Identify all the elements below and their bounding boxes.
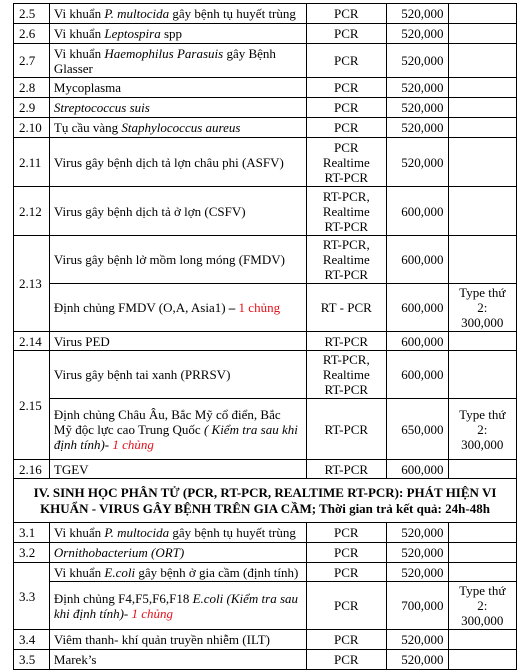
price-cell: 520,000	[386, 563, 448, 582]
row-number: 2.9	[14, 98, 50, 118]
price-cell: 600,000	[386, 187, 448, 236]
test-name: Vi khuẩn P. multocida gây bệnh tụ huyết trùng	[49, 4, 306, 24]
method-cell: PCR	[306, 44, 386, 78]
method-cell: PCR	[306, 563, 386, 582]
table-row	[14, 98, 517, 118]
method-line: RT-PCR,	[322, 352, 370, 367]
price-cell: 600,000	[386, 284, 448, 332]
test-name: Virus gây bệnh lở mồm long móng (FMDV)	[49, 236, 306, 284]
method-line: RT-PCR,	[322, 188, 370, 204]
price-cell: 600,000	[386, 460, 448, 479]
table-row	[14, 118, 517, 138]
row-number: 2.15	[14, 351, 50, 460]
row-number: 2.11	[14, 138, 50, 187]
table-row	[14, 563, 517, 582]
section-title: IV. SINH HỌC PHÂN TỬ (PCR, RT-PCR, REALTIME RT-PCR): PHÁT HIỆN VI KHUẨN - VIRUS GÂY BỆNH TRÊN GIA CẦM; Thời gian trả kết quả: 24h-48h	[14, 479, 517, 523]
price-cell: 520,000	[386, 543, 448, 563]
table-row	[14, 138, 517, 187]
method-cell	[306, 351, 386, 399]
row-number: 3.1	[14, 523, 50, 543]
method-cell: PCR	[306, 523, 386, 543]
table-row	[14, 630, 517, 650]
strain-count: 1 chủng	[238, 300, 281, 315]
method-cell: PCR	[306, 98, 386, 118]
test-name: Virus PED	[49, 332, 306, 351]
test-name: Virus gây bệnh dịch tả ở lợn (CSFV)	[49, 187, 306, 236]
type-price-cell: Type thứ 2: 300,000	[448, 399, 516, 460]
method-cell: PCR	[306, 118, 386, 138]
price-cell: 520,000	[386, 24, 448, 44]
row-number: 3.5	[14, 650, 50, 670]
table-row	[14, 582, 517, 630]
table-row	[14, 4, 517, 24]
table-row	[14, 523, 517, 543]
test-name: Vi khuẩn E.coli gây bệnh ở gia cầm (định tính)	[49, 563, 306, 582]
method-line: PCR	[334, 139, 359, 155]
method-line: Realtime	[322, 154, 370, 170]
method-cell: PCR	[306, 4, 386, 24]
row-number: 2.5	[14, 4, 50, 24]
price-cell: 700,000	[386, 582, 448, 630]
type-price-cell: Type thứ 2: 300,000	[448, 284, 516, 332]
method-cell	[306, 187, 386, 236]
test-name: Vi khuẩn P. multocida gây bệnh tụ huyết trùng	[49, 523, 306, 543]
method-line: Realtime	[322, 203, 370, 219]
section-header-row	[14, 479, 517, 523]
table-row	[14, 351, 517, 399]
method-cell: RT-PCR	[306, 460, 386, 479]
test-name: Định chủng FMDV (O,A, Asia1) – 1 chủng	[49, 284, 306, 332]
test-name: Mycoplasma	[49, 78, 306, 98]
table-row	[14, 284, 517, 332]
price-cell: 520,000	[386, 138, 448, 187]
method-line: RT-PCR,	[322, 237, 370, 252]
test-name: Virus gây bệnh tai xanh (PRRSV)	[49, 351, 306, 399]
test-name: Định chủng F4,F5,F6,F18 E.coli (Kiểm tra sau khi định tính)- 1 chủng	[49, 582, 306, 630]
method-cell: PCR	[306, 543, 386, 563]
test-name: Virus gây bệnh dịch tả lợn châu phi (ASFV)	[49, 138, 306, 187]
price-cell: 600,000	[386, 351, 448, 399]
price-cell: 600,000	[386, 236, 448, 284]
price-cell: 650,000	[386, 399, 448, 460]
row-number: 2.14	[14, 332, 50, 351]
table-row	[14, 236, 517, 284]
test-name: Tụ cầu vàng Staphylococcus aureus	[49, 118, 306, 138]
table-row	[14, 650, 517, 670]
price-table	[13, 3, 517, 670]
table-row	[14, 44, 517, 78]
table-row	[14, 460, 517, 479]
method-cell	[306, 236, 386, 284]
test-name: Định chủng Châu Âu, Bắc Mỹ cổ điển, Bắc Mỹ độc lực cao Trung Quốc ( Kiểm tra sau khi định tính)- 1 chủng	[49, 399, 306, 460]
price-cell: 520,000	[386, 44, 448, 78]
pig-tests-body	[14, 4, 517, 138]
method-line: RT-PCR	[324, 218, 369, 234]
price-cell: 520,000	[386, 118, 448, 138]
table-row	[14, 78, 517, 98]
price-cell: 520,000	[386, 98, 448, 118]
method-line: RT-PCR	[324, 382, 369, 397]
method-cell: RT-PCR	[306, 399, 386, 460]
row-number: 2.12	[14, 187, 50, 236]
method-cell: PCR	[306, 78, 386, 98]
test-name: TGEV	[49, 460, 306, 479]
row-number: 2.7	[14, 44, 50, 78]
row-number: 2.13	[14, 236, 50, 332]
strain-count: 1 chủng	[128, 605, 174, 621]
method-line: Realtime	[322, 252, 370, 267]
method-line: Realtime	[322, 367, 370, 382]
table-row	[14, 187, 517, 236]
table-row	[14, 399, 517, 460]
table-row	[14, 332, 517, 351]
method-line: RT-PCR	[324, 267, 369, 282]
row-number: 3.3	[14, 563, 50, 630]
price-cell: 520,000	[386, 78, 448, 98]
test-name: Marek’s	[49, 650, 306, 670]
test-name: Vi khuẩn Haemophilus Parasuis gây Bệnh Glasser	[49, 44, 306, 78]
method-cell: RT - PCR	[306, 284, 386, 332]
test-name: Vi khuẩn Leptospira spp	[49, 24, 306, 44]
price-cell: 520,000	[386, 650, 448, 670]
method-cell: PCR	[306, 650, 386, 670]
row-number: 2.8	[14, 78, 50, 98]
strain-count: 1 chủng	[109, 436, 154, 452]
method-cell: PCR	[306, 582, 386, 630]
row-number: 2.10	[14, 118, 50, 138]
pig-tests-body-2	[14, 138, 517, 670]
row-number: 2.16	[14, 460, 50, 479]
row-number: 2.6	[14, 24, 50, 44]
row-number: 3.4	[14, 630, 50, 650]
method-cell: PCR	[306, 24, 386, 44]
table-row	[14, 543, 517, 563]
test-name: Ornithobacterium (ORT)	[49, 543, 306, 563]
table-row	[14, 24, 517, 44]
price-cell: 520,000	[386, 630, 448, 650]
type-price-cell: Type thứ 2: 300,000	[448, 582, 516, 630]
row-number: 3.2	[14, 543, 50, 563]
test-name: Streptococcus suis	[49, 98, 306, 118]
method-cell: RT-PCR	[306, 332, 386, 351]
method-cell	[306, 138, 386, 187]
method-line: RT-PCR	[324, 169, 369, 185]
price-cell: 520,000	[386, 4, 448, 24]
method-cell: PCR	[306, 630, 386, 650]
price-cell: 600,000	[386, 332, 448, 351]
price-cell: 520,000	[386, 523, 448, 543]
test-name: Viêm thanh- khí quản truyền nhiễm (ILT)	[49, 630, 306, 650]
